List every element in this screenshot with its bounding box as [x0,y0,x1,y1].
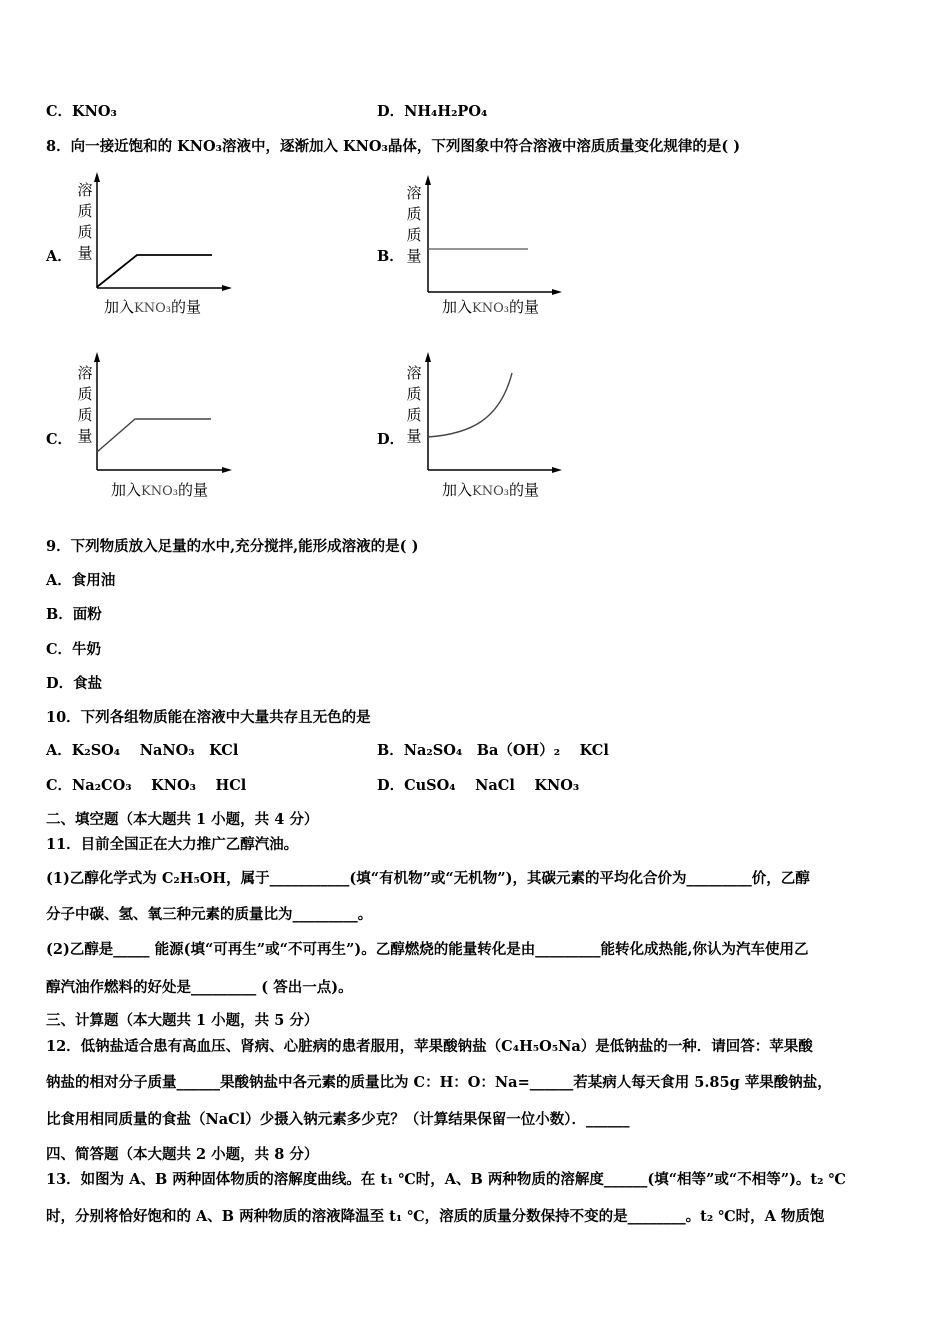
section-3-heading: 三、计算题（本大题共 1 小题，共 5 分） [46,1012,319,1029]
y-label-char: 质 [77,202,93,220]
y-label-char: 量 [77,427,93,445]
q9-option-b: B．面粉 [46,606,102,623]
curve [428,373,512,437]
q10-stem: 10．下列各组物质能在溶液中大量共存且无色的是 [46,709,371,726]
q11-line-3: (2)乙醇是_____ 能源(填“可再生”或“不可再生”)。乙醇燃烧的能量转化是由_________能转化成热能,你认为汽车使用乙 [46,941,809,958]
x-axis-label: 加入KNO₃的量 [111,481,208,499]
q11-stem: 11．目前全国正在大力推广乙醇汽油。 [46,836,299,853]
q9-stem: 9．下列物质放入足量的水中,充分搅拌,能形成溶液的是( ) [46,538,419,555]
y-label-char: 质 [77,223,93,241]
section-4-heading: 四、简答题（本大题共 2 小题，共 8 分） [46,1146,319,1163]
q13-line-1: 13．如图为 A、B 两种固体物质的溶解度曲线。在 t₁ ℃时，A、B 两种物质的溶解度______(填“相等”或“不相等”)。t₂ ℃ [46,1171,846,1188]
q10-option-b: B．Na₂SO₄ Ba（OH）₂ KCl [377,742,609,759]
q9-option-c: C．牛奶 [46,641,102,658]
graph-letter: B． [377,248,404,265]
y-label-char: 质 [406,406,422,424]
y-label-char: 溶 [406,184,422,202]
graph-letter: C． [46,431,73,448]
y-label-char: 量 [406,247,422,265]
q9-option-a: A．食用油 [46,572,116,589]
x-axis-label: 加入KNO₃的量 [442,481,539,499]
q11-line-1: (1)乙醇化学式为 C₂H₅OH，属于___________(填“有机物”或“无机物”)，其碳元素的平均化合价为_________价，乙醇 [46,870,810,887]
q8-stem: 8．向一接近饱和的 KNO₃溶液中，逐渐加入 KNO₃晶体，下列图象中符合溶液中溶质质量变化规律的是( ) [46,138,741,155]
q12-line-2: 钠盐的相对分子质量______果酸钠盐中各元素的质量比为 C：H：O：Na=______若某病人每天食用 5.85g 苹果酸钠盐， [46,1074,832,1091]
y-label-char: 质 [406,226,422,244]
x-axis-label: 加入KNO₃的量 [104,298,201,316]
y-label-char: 溶 [77,181,93,199]
y-label-char: 质 [77,406,93,424]
q7-option-d: D．NH₄H₂PO₄ [377,103,488,120]
q11-line-2: 分子中碳、氢、氧三种元素的质量比为_________。 [46,906,373,923]
y-label-char: 量 [406,427,422,445]
q9-option-d: D．食盐 [46,675,103,692]
q10-option-d: D．CuSO₄ NaCl KNO₃ [377,777,580,794]
q10-option-a: A．K₂SO₄ NaNO₃ KCl [46,742,239,759]
y-label-char: 溶 [406,364,422,382]
section-2-heading: 二、填空题（本大题共 1 小题，共 4 分） [46,811,319,828]
q7-option-c: C．KNO₃ [46,103,117,120]
y-label-char: 量 [77,244,93,262]
y-label-char: 溶 [77,364,93,382]
y-label-char: 质 [406,385,422,403]
q13-line-2: 时，分别将恰好饱和的 A、B 两种物质的溶液降温至 t₁ ℃，溶质的质量分数保持不变的是________。t₂ ℃时，A 物质饱 [46,1208,825,1225]
q12-line-1: 12．低钠盐适合患有高血压、肾病、心脏病的患者服用，苹果酸钠盐（C₄H₅O₅Na）是低钠盐的一种．请回答：苹果酸 [46,1038,813,1055]
graph-letter: D． [377,431,405,448]
q10-option-c: C．Na₂CO₃ KNO₃ HCl [46,777,247,794]
y-label-char: 质 [77,385,93,403]
graph-letter: A． [46,248,72,265]
q11-line-4: 醇汽油作燃料的好处是_________ ( 答出一点)。 [46,979,353,996]
x-axis-label: 加入KNO₃的量 [442,298,539,316]
y-label-char: 质 [406,205,422,223]
q12-line-3: 比食用相同质量的食盐（NaCl）少摄入钠元素多少克？（计算结果保留一位小数）．______ [46,1111,630,1128]
